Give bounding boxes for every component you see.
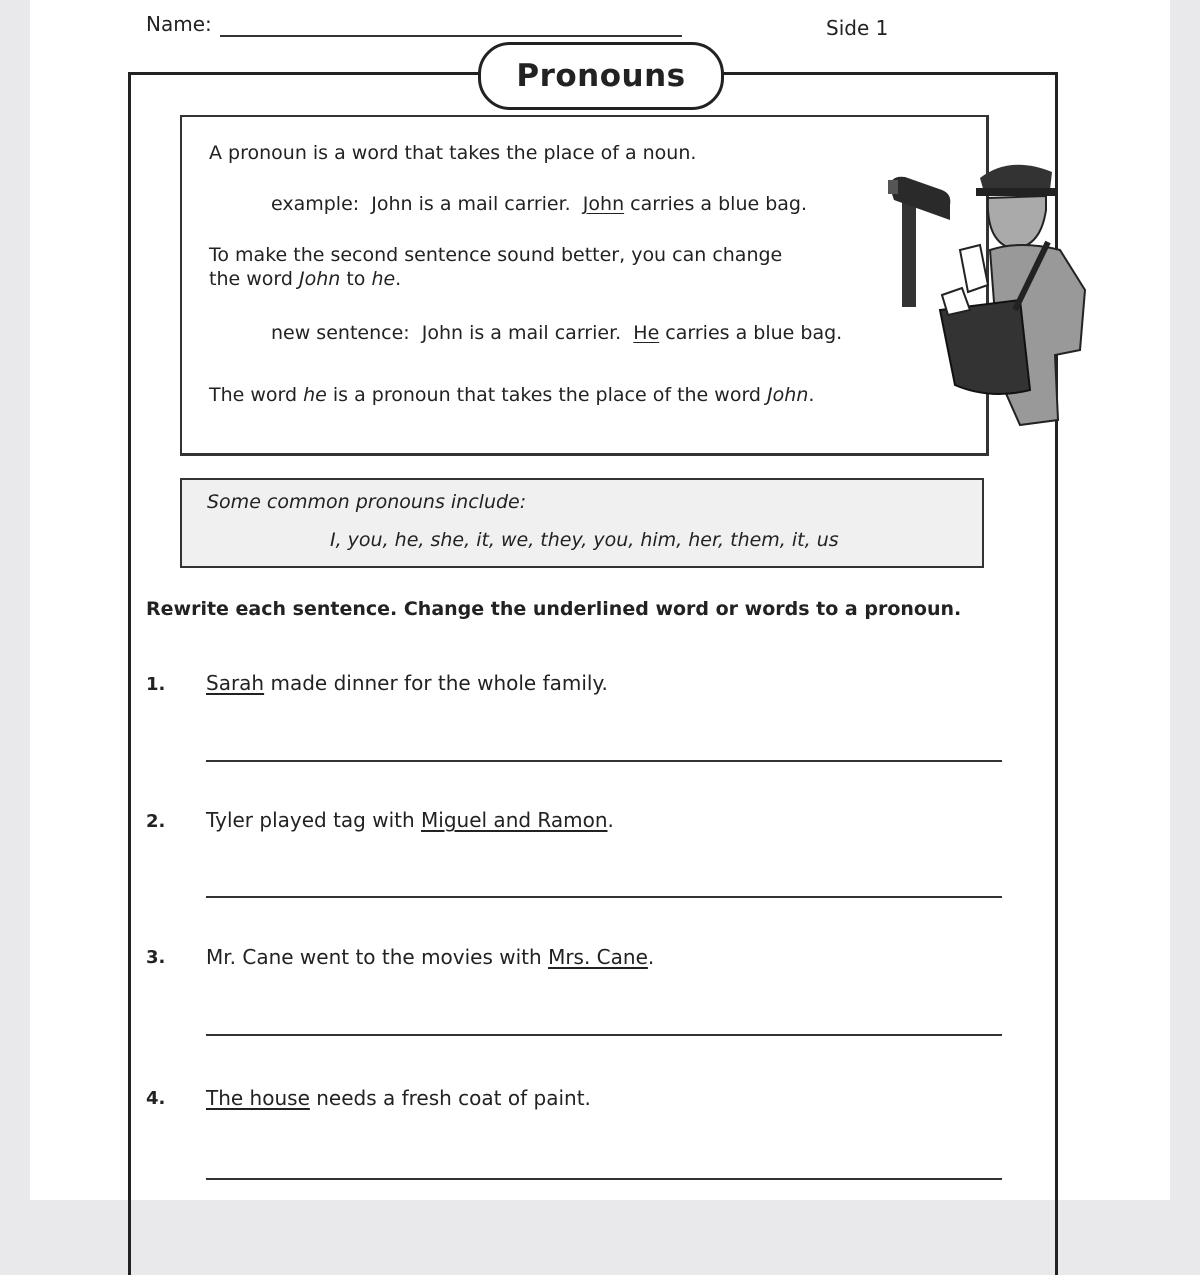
name-answer-line[interactable] <box>220 35 682 37</box>
text: new sentence: John is a mail carrier. <box>271 322 634 344</box>
question-sentence <box>206 671 608 695</box>
instructions: Rewrite each sentence. Change the underlined word or words to a pronoun. <box>146 598 962 620</box>
question-number: 1. <box>146 674 166 695</box>
name-label: Name: <box>146 12 212 36</box>
question-number: 4. <box>146 1088 166 1109</box>
underlined-word: Mrs. Cane <box>548 945 648 969</box>
underlined-word: Miguel and Ramon <box>421 808 608 832</box>
example-underlined: John <box>582 193 625 215</box>
text: is a pronoun that takes the place of the word <box>326 384 768 406</box>
example-suffix: carries a blue bag. <box>624 193 808 215</box>
conclusion <box>209 384 814 406</box>
question-sentence <box>206 1086 591 1110</box>
new-underlined: He <box>633 322 660 344</box>
answer-line[interactable] <box>206 1178 1002 1180</box>
answer-line[interactable] <box>206 760 1002 762</box>
underlined-word: Sarah <box>206 671 265 695</box>
text: made dinner for the whole family. <box>264 671 608 695</box>
text: . <box>395 268 402 290</box>
explanation-line-1: To make the second sentence sound better, you can change <box>209 244 783 266</box>
text: The word <box>209 384 304 406</box>
new-sentence <box>271 322 842 344</box>
text: he <box>303 384 327 406</box>
mailbox-icon <box>888 177 950 307</box>
text: John <box>298 268 341 290</box>
underlined-word: The house <box>206 1086 310 1110</box>
text: . <box>808 384 815 406</box>
text: to <box>340 268 372 290</box>
text: Tyler played tag with <box>206 808 422 832</box>
common-pronouns-box <box>180 478 984 568</box>
question-sentence <box>206 945 654 969</box>
definition-box <box>180 115 989 456</box>
text: the word <box>209 268 299 290</box>
text: John <box>767 384 809 406</box>
page-title: Pronouns <box>478 42 724 110</box>
question-number: 2. <box>146 811 166 832</box>
question-number: 3. <box>146 947 166 968</box>
mail-carrier-illustration <box>880 150 1095 430</box>
text: needs a fresh coat of paint. <box>309 1086 591 1110</box>
mail-carrier-icon <box>940 165 1085 425</box>
text: . <box>647 945 655 969</box>
text: . <box>607 808 614 832</box>
example-prefix: example: John is a mail carrier. <box>271 193 583 215</box>
common-pronouns-heading: Some common pronouns include: <box>207 491 527 513</box>
side-label: Side 1 <box>826 16 889 40</box>
text: he <box>371 268 396 290</box>
answer-line[interactable] <box>206 1034 1002 1036</box>
question-sentence <box>206 808 614 832</box>
example-sentence <box>271 193 807 215</box>
text: Mr. Cane went to the movies with <box>206 945 549 969</box>
explanation-line-2 <box>209 268 401 290</box>
common-pronouns-list: I, you, he, she, it, we, they, you, him, her, them, it, us <box>330 529 839 551</box>
answer-line[interactable] <box>206 896 1002 898</box>
definition-text: A pronoun is a word that takes the place of a noun. <box>209 142 697 164</box>
text: carries a blue bag. <box>659 322 843 344</box>
